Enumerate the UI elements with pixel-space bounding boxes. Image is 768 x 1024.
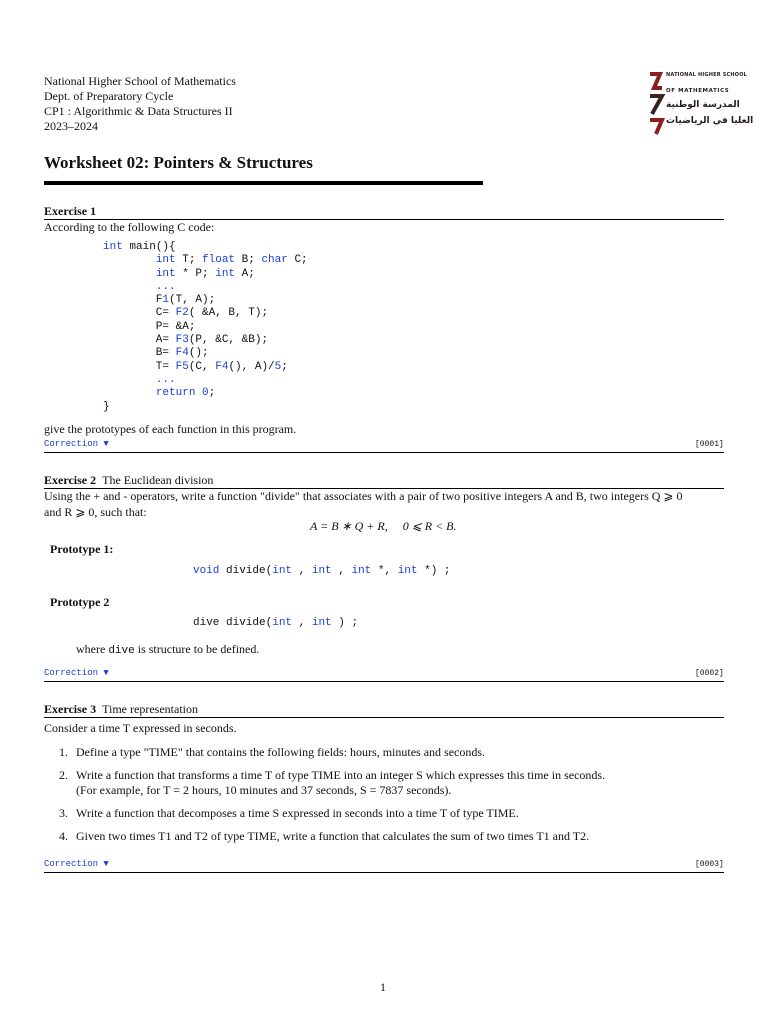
exercise-ref-1: [0001] (695, 440, 724, 449)
code-line: T= F5(C, F4(), A)/5; (103, 360, 288, 373)
exercise-2-subtitle: The Euclidean division (102, 473, 214, 487)
code-block (103, 241, 308, 414)
exercise-3-subtitle: Time representation (102, 702, 198, 716)
exercise-1-bottom-rule (44, 452, 724, 453)
title-rule (44, 181, 483, 185)
task-item: 1. Define a type "TIME" that contains the following fields: hours, minutes and seconds. (59, 745, 486, 759)
task-item: 4. Given two times T1 and T2 of type TIME, write a function that calculates the sum of two times T1 and T2. (59, 829, 590, 843)
exercise-2-bottom-rule (44, 681, 724, 682)
exercise-3-bottom-rule (44, 872, 724, 873)
department: Dept. of Preparatory Cycle (44, 89, 174, 103)
code-line: int main(){ (103, 241, 176, 253)
task-item: 2. Write a function that transforms a time T of type TIME into an integer S which expresses this time in seconds. (For example, for T = 2 hours, 10 minutes and 37 seconds, S = 7837 seconds). (59, 768, 606, 797)
correction-toggle-2[interactable]: Correction ▼ (44, 668, 109, 678)
prototype-2-code: dive divide(int , int ) ; (193, 617, 359, 629)
exercise-2-intro-a: Using the + and - operators, write a function "divide" that associates with a pair of two positive integers A and B, two integers Q ⩾ 0 (44, 489, 683, 503)
exercise-ref-3: [0003] (695, 860, 724, 869)
exercise-ref-2: [0002] (695, 669, 724, 678)
code-line: B= F4(); (103, 347, 209, 360)
school-logo: NATIONAL HIGHER SCHOOL OF MATHEMATICS المدرسة الوطنية العليا في الرياضيات (646, 70, 726, 136)
exercise-1-intro: According to the following C code: (44, 220, 215, 234)
where-text: is structure to be defined. (137, 642, 260, 656)
exercise-1-question: give the prototypes of each function in this program. (44, 422, 297, 436)
code-line: int * P; int A; (155, 267, 255, 280)
exercise-1-label: Exercise 1 (44, 204, 97, 218)
academic-year: 2023–2024 (44, 119, 98, 133)
prototype-1-label: Prototype 1: (50, 542, 114, 556)
course-name: CP1 : Algorithmic & Data Structures II (44, 104, 233, 118)
code-line: ... (155, 280, 176, 293)
exercise-2-label: Exercise 2 (44, 473, 97, 487)
exercise-3-label: Exercise 3 (44, 702, 97, 716)
code-line: C= F2( &A, B, T); (103, 307, 269, 320)
code-line: return 0; (155, 387, 216, 400)
euclid-equation: A = B ∗ Q + R, 0 ⩽ R < B. (310, 519, 457, 533)
prototype-1-code: void divide(int , int , int *, int *) ; (193, 565, 451, 577)
page-title: Worksheet 02: Pointers & Structures (44, 153, 313, 172)
where-prefix: where (76, 642, 106, 656)
correction-toggle-1[interactable]: Correction ▼ (44, 439, 109, 449)
code-line: ... (155, 373, 176, 386)
exercise-3-tasks (59, 745, 719, 852)
exercise-2-heading (44, 473, 213, 488)
page-number: 1 (380, 980, 386, 994)
code-line: F1(T, A); (103, 294, 216, 307)
header-block (44, 74, 236, 134)
task-item: 3. Write a function that decomposes a time S expressed in seconds into a time T of type TIME. (59, 806, 519, 820)
where-code: dive (108, 645, 135, 657)
exercise-2-intro-b: and R ⩾ 0, such that: (44, 505, 147, 519)
code-line: } (103, 400, 110, 413)
exercise-3-heading (44, 702, 198, 717)
prototype-2-label: Prototype 2 (50, 595, 110, 609)
code-line: A= F3(P, &C, &B); (103, 334, 269, 347)
school-name: National Higher School of Mathematics (44, 74, 236, 88)
correction-toggle-3[interactable]: Correction ▼ (44, 859, 109, 869)
code-line: P= &A; (103, 320, 196, 333)
exercise-3-intro: Consider a time T expressed in seconds. (44, 721, 237, 735)
exercise-3-rule (44, 717, 724, 718)
where-note (76, 641, 259, 659)
exercise-1-heading (44, 204, 96, 219)
code-line: int T; float B; char C; (155, 254, 308, 267)
